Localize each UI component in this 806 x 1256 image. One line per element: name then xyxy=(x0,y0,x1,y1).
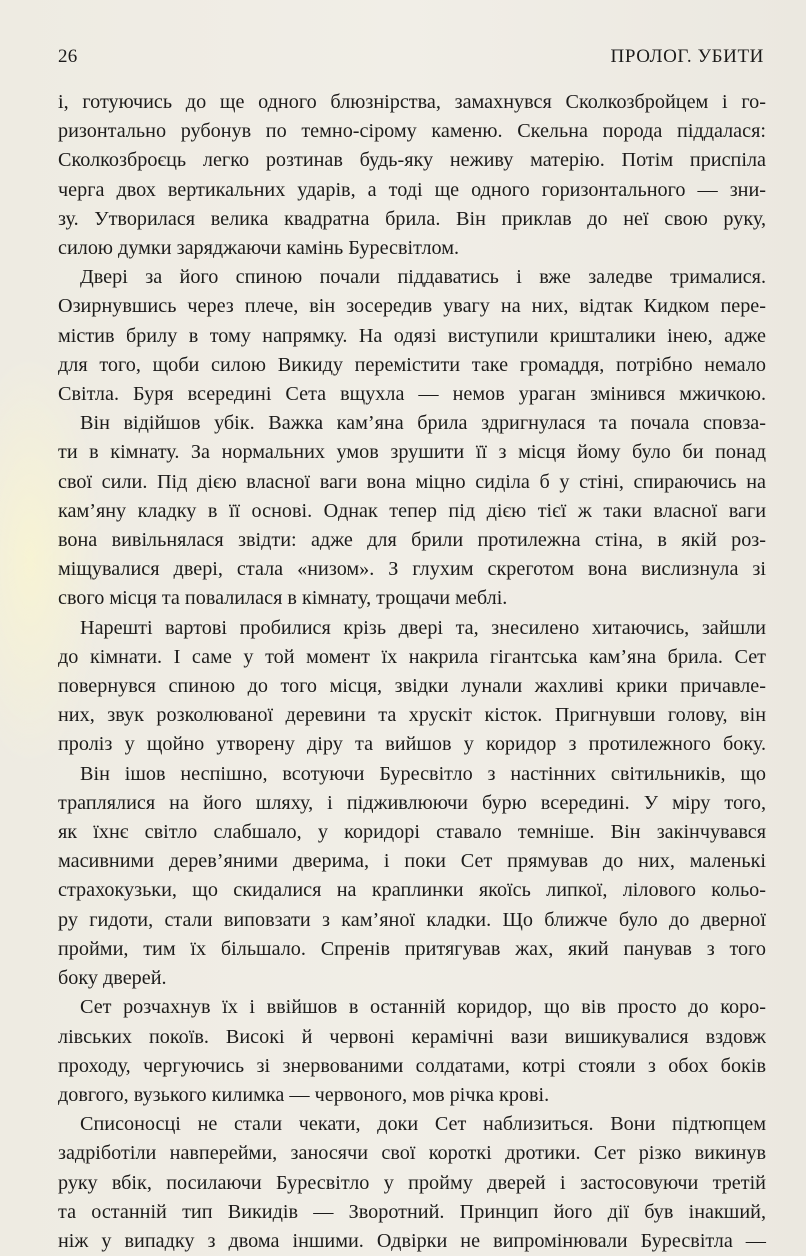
text-line: як їхнє світло слабшало, у коридорі ставало темніше. Він закінчувався xyxy=(58,821,766,844)
text-line: Списоносці не стали чекати, доки Сет наблизиться. Вони підтюпцем xyxy=(80,1113,766,1136)
text-line: кам’яну кладку в її основі. Однак тепер під дією тієї ж таки власної ваги xyxy=(58,499,766,522)
text-line: страхокузьки, що скидалися на краплинки якоїсь липкої, лілового кольо- xyxy=(58,879,766,902)
text-line: для того, щоби силою Викиду перемістити таке громаддя, потрібно немало xyxy=(58,353,766,376)
text-line: задріботіли навперейми, заносячи свої короткі дротики. Сет різко викинув xyxy=(58,1142,766,1165)
text-line: Нарешті вартові пробилися крізь двері та, знесилено хитаючись, зайшли xyxy=(80,616,766,639)
text-line: траплялися на його шляху, і підживлюючи бурю всередині. У міру того, xyxy=(58,791,766,814)
page-number: 26 xyxy=(58,46,78,67)
running-title: ПРОЛОГ. УБИТИ xyxy=(610,46,764,67)
text-line: масивними дерев’яними дверима, і поки Сет прямував до них, маленькі xyxy=(58,850,766,873)
text-line: проходу, чергуючись зі знервованими солдатами, котрі стояли з обох боків xyxy=(58,1054,766,1077)
text-line: Озирнувшись через плече, він зосередив увагу на них, відтак Кидком пере- xyxy=(58,295,766,318)
text-line: вона вивільнялася звідти: адже для брили протилежна стіна, в якій роз- xyxy=(58,529,766,552)
paragraph xyxy=(58,88,766,263)
text-line: ніж у випадку з двома іншими. Одвірки не випромінювали Буресвітла — xyxy=(58,1229,766,1252)
text-line: містив брилу в тому напрямку. На одязі виступили кришталики інею, адже xyxy=(58,324,766,347)
text-line: боку дверей. xyxy=(58,967,167,990)
text-line: проліз у щойно утворену діру та вийшов у коридор з протилежного боку. xyxy=(58,733,766,756)
text-line: свої сили. Під дією власної ваги вона міцно сиділа б у стіні, спираючись на xyxy=(58,470,766,493)
paragraph xyxy=(58,760,766,994)
paragraph xyxy=(58,993,766,1110)
text-line: руку вбік, посилаючи Буресвітло у пройму дверей і застосовуючи третій xyxy=(58,1171,766,1194)
text-line: повернувся спиною до того місця, звідки лунали жахливі крики причавле- xyxy=(58,675,766,698)
paragraph xyxy=(58,263,766,409)
text-line: свого місця та повалилася в кімнату, трощачи меблі. xyxy=(58,587,508,610)
text-line: ру гидоти, стали виповзати з кам’яної кладки. Що ближче було до дверної xyxy=(58,908,766,931)
text-line: міщувалися двері, стала «низом». З глухим скреготом вона вислизнула зі xyxy=(58,558,766,581)
text-line: до кімнати. І саме у той момент їх накрила гігантська кам’яна брила. Сет xyxy=(58,645,766,668)
text-line: них, звук розколюваної деревини та хрускіт кісток. Пригнувши голову, він xyxy=(58,704,766,727)
text-line: і, готуючись до ще одного блюзнірства, замахнувся Сколкозбройцем і го- xyxy=(58,91,766,113)
text-line: черга двох вертикальних ударів, а тоді ще одного горизонтального — зни- xyxy=(58,178,766,201)
text-line: Сколкозброєць легко розтинав будь-яку неживу матерію. Потім приспіла xyxy=(58,149,766,172)
text-line: Він відійшов убік. Важка кам’яна брила здригнулася та почала сповза- xyxy=(80,412,766,435)
text-line: та останній тип Викидів — Зворотний. Принцип його дії був інакший, xyxy=(58,1200,766,1223)
running-head xyxy=(58,46,764,68)
text-line: лівських покоїв. Високі й червоні керамічні вази вишикувалися вздовж xyxy=(58,1025,766,1048)
text-line: ризонтально рубонув по темно-сірому каменю. Скельна порода піддалася: xyxy=(58,120,766,143)
paragraph xyxy=(58,409,766,613)
text-line: силою думки заряджаючи камінь Буресвітлом. xyxy=(58,237,460,260)
text-line: зу. Утворилася велика квадратна брила. Він приклав до неї свою руку, xyxy=(58,207,766,230)
paragraph xyxy=(58,614,766,760)
text-line: Двері за його спиною почали піддаватись і вже заледве трималися. xyxy=(80,266,766,289)
text-line: Він ішов неспішно, всотуючи Буресвітло з настінних світильників, що xyxy=(80,762,766,785)
text-line: пройми, тим їх більшало. Спренів притягував жах, який панував з того xyxy=(58,937,766,960)
text-line: Світла. Буря всередині Сета вщухла — немов ураган змінився мжичкою. xyxy=(58,383,766,406)
text-line: ти в кімнату. За нормальних умов зрушити її з місця йому було би понад xyxy=(58,441,766,464)
paragraph xyxy=(58,1110,766,1256)
body-text xyxy=(58,88,766,1256)
text-line: довгого, вузького килимка — червоного, мов річка крові. xyxy=(58,1083,550,1106)
text-line: Сет розчахнув їх і ввійшов в останній коридор, що вів просто до коро- xyxy=(80,996,766,1019)
